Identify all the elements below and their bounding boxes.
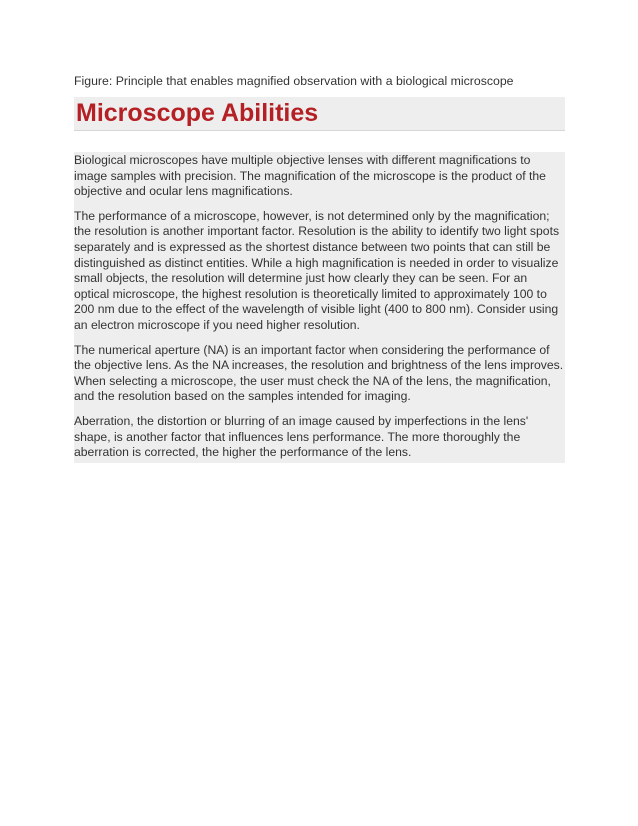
paragraph-magnification: Biological microscopes have multiple objective lenses with different magnifications to image samples with precision. The magnification of the microscope is the product of the objective and ocular lens magnifications. bbox=[74, 153, 546, 199]
page-title: Microscope Abilities bbox=[76, 99, 319, 127]
body-text-block bbox=[74, 152, 565, 463]
heading-box bbox=[74, 97, 565, 131]
paragraph-resolution: The performance of a microscope, however, is not determined only by the magnification; the resolution is another important factor. Resolution is the ability to identify two light spots separately and is expressed as the shortest distance between two points that can still be distinguished as distinct entities. While a high magnification is needed in order to visualize small objects, the resolution will determine just how clearly they can be seen. For an optical microscope, the highest resolution is theoretically limited to approximately 100 to 200 nm due to the effect of the wavelength of visible light (400 to 800 nm). Consider using an electron microscope if you need higher resolution. bbox=[74, 208, 560, 332]
paragraph-numerical-aperture: The numerical aperture (NA) is an important factor when considering the performance of the objective lens. As the NA increases, the resolution and brightness of the lens improves. When selecting a microscope, the user must check the NA of the lens, the magnification, and the resolution based on the samples intended for imaging. bbox=[74, 342, 564, 404]
document-page bbox=[74, 73, 565, 463]
figure-caption: Figure: Principle that enables magnified observation with a biological microscope bbox=[74, 74, 514, 88]
paragraph-aberration: Aberration, the distortion or blurring of an image caused by imperfections in the lens' shape, is another factor that influences lens performance. The more thoroughly the aberration is corrected, the higher the performance of the lens. bbox=[74, 413, 529, 460]
